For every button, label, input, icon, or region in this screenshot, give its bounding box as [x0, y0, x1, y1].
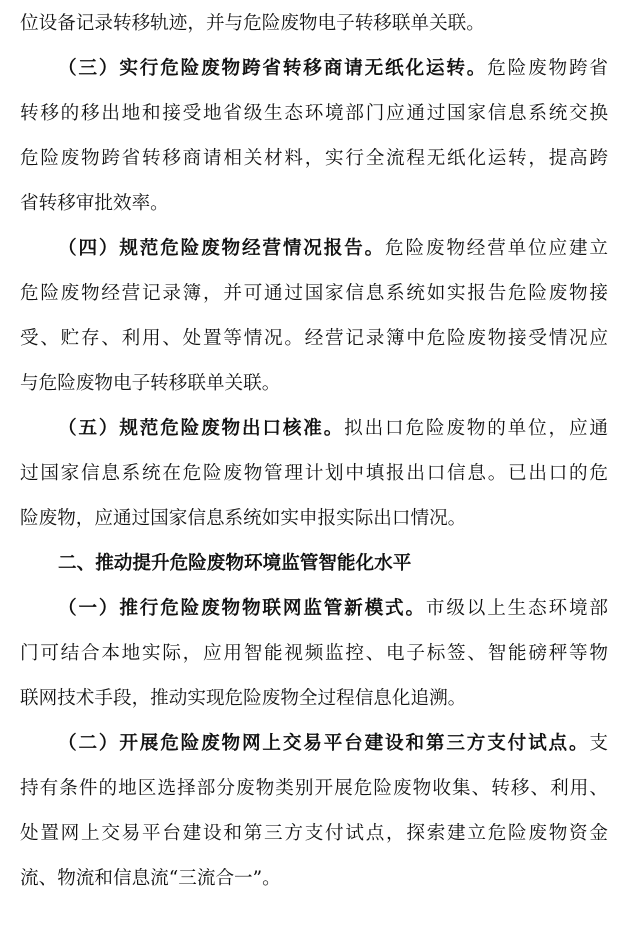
text-line: 险废物，应通过国家信息系统如实申报实际出口情况。: [20, 508, 467, 529]
text-line: 转移的移出地和接受地省级生态环境部门应通过国家信息系统交换: [20, 103, 608, 124]
text-line: 省转移审批效率。: [20, 193, 169, 214]
text-line: （五）规范危险废物出口核准。拟出口危险废物的单位，应通: [58, 418, 608, 439]
subsection-heading: （二）开展危险废物网上交易平台建设和第三方支付试点。: [58, 733, 590, 754]
text-line: 与危险废物电子转移联单关联。: [20, 373, 281, 394]
subsection-heading: （三）实行危险废物跨省转移商请无纸化运转。: [58, 58, 488, 79]
text-line: 危险废物经营记录簿，并可通过国家信息系统如实报告危险废物接: [20, 283, 608, 304]
text-line: 危险废物跨省转移商请相关材料，实行全流程无纸化运转，提高跨: [20, 148, 608, 169]
text-line: 位设备记录转移轨迹，并与危险废物电子转移联单关联。: [20, 13, 485, 34]
text-line: 过国家信息系统在危险废物管理计划中填报出口信息。已出口的危: [20, 463, 608, 484]
section-heading: 二、推动提升危险废物环境监管智能化水平: [58, 553, 412, 574]
text-line: 持有条件的地区选择部分废物类别开展危险废物收集、转移、利用、: [20, 778, 608, 799]
text-line: （三）实行危险废物跨省转移商请无纸化运转。危险废物跨省: [58, 58, 608, 79]
text-line: （一）推行危险废物物联网监管新模式。市级以上生态环境部: [58, 598, 608, 619]
text-line: （二）开展危险废物网上交易平台建设和第三方支付试点。支: [58, 733, 608, 754]
text-line: （四）规范危险废物经营情况报告。危险废物经营单位应建立: [58, 238, 608, 259]
text-line: 处置网上交易平台建设和第三方支付试点，探索建立危险废物资金: [20, 823, 608, 844]
text-line: 受、贮存、利用、处置等情况。经营记录簿中危险废物接受情况应: [20, 328, 608, 349]
subsection-heading: （五）规范危险废物出口核准。: [58, 418, 345, 439]
text-line: 联网技术手段，推动实现危险废物全过程信息化追溯。: [20, 688, 467, 709]
subsection-heading: （四）规范危险废物经营情况报告。: [58, 238, 386, 259]
subsection-heading: （一）推行危险废物物联网监管新模式。: [58, 598, 426, 619]
text-line: 门可结合本地实际，应用智能视频监控、电子标签、智能磅秤等物: [20, 643, 608, 664]
text-line: 流、物流和信息流“三流合一”。: [20, 868, 281, 889]
